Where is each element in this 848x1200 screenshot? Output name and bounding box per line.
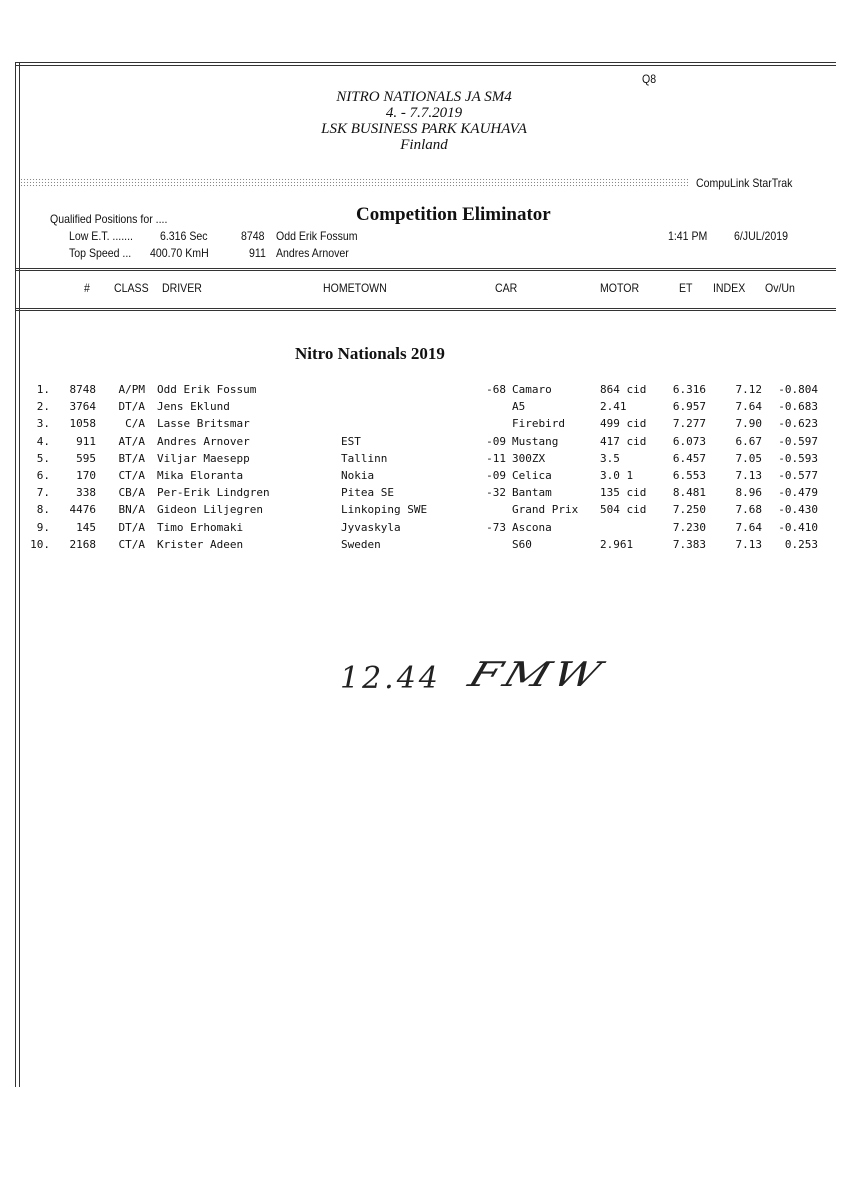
report-time: 1:41 PM xyxy=(668,229,708,243)
cell-index: 7.13 xyxy=(735,469,762,482)
handwritten-time: 12.44 xyxy=(340,661,441,696)
header-rule-top xyxy=(15,268,836,269)
cell-over-under: -0.593 xyxy=(778,451,818,465)
cell-et: 6.457 xyxy=(672,451,706,465)
cell-over-under: -0.577 xyxy=(778,469,818,482)
cell-et: 7.250 xyxy=(672,503,706,517)
cell-motor: 3.5 xyxy=(600,451,620,465)
left-border-inner xyxy=(19,62,20,1087)
cell-class: DT/A xyxy=(118,520,145,534)
cell-et: 7.277 xyxy=(672,417,706,431)
cell-over-under: 0.253 xyxy=(784,537,818,551)
cell-motor: 3.0 1 xyxy=(600,469,634,482)
cell-car-number: 4476 xyxy=(69,503,96,517)
cell-motor: 2.961 xyxy=(600,537,634,551)
cell-class: BT/A xyxy=(118,451,145,465)
cell-index: 7.90 xyxy=(735,417,762,431)
cell-class: CT/A xyxy=(118,537,145,551)
cell-car-model: Firebird xyxy=(512,417,565,431)
cell-car-model: Bantam xyxy=(512,486,552,500)
cell-car-year: -68 xyxy=(486,383,506,396)
cell-motor: 864 cid xyxy=(600,383,647,396)
cell-hometown: EST xyxy=(341,434,361,448)
event-country: Finland xyxy=(400,137,448,153)
cell-motor: 417 cid xyxy=(600,434,647,448)
cell-driver: Gideon Liljegren xyxy=(157,503,263,517)
section-title: Nitro Nationals 2019 xyxy=(295,344,445,363)
low-et-number: 8748 xyxy=(241,229,265,243)
cell-et: 6.073 xyxy=(672,434,706,448)
col-driver: DRIVER xyxy=(162,281,202,295)
table-row xyxy=(0,382,848,399)
header-rule-bottom xyxy=(15,308,836,309)
cell-hometown: Jyvaskyla xyxy=(341,520,401,534)
table-row xyxy=(0,537,848,554)
cell-car-year: -09 xyxy=(486,434,506,448)
top-border xyxy=(15,62,836,63)
cell-driver: Timo Erhomaki xyxy=(157,520,244,534)
table-row xyxy=(0,416,848,433)
table-row xyxy=(0,451,848,468)
cell-index: 7.13 xyxy=(735,537,762,551)
cell-motor: 135 cid xyxy=(600,486,647,500)
cell-hometown: Linkoping SWE xyxy=(341,503,428,517)
cell-driver: Lasse Britsmar xyxy=(157,417,250,431)
low-et-value: 6.316 Sec xyxy=(160,229,208,243)
cell-rank: 7. xyxy=(36,486,50,500)
cell-car-model: Mustang xyxy=(512,434,559,448)
cell-car-year: -11 xyxy=(486,451,506,465)
cell-class: C/A xyxy=(125,417,145,431)
left-border xyxy=(15,62,16,1087)
cell-car-model: Grand Prix xyxy=(512,503,579,517)
col-num: # xyxy=(84,281,90,295)
cell-car-year: -09 xyxy=(486,469,506,482)
cell-car-number: 2168 xyxy=(69,537,96,551)
qualified-label: Qualified Positions for .... xyxy=(50,212,168,226)
low-et-driver: Odd Erik Fossum xyxy=(276,229,358,243)
cell-motor: 499 cid xyxy=(600,417,647,431)
cell-class: A/PM xyxy=(118,383,145,396)
cell-rank: 8. xyxy=(36,503,50,517)
cell-car-number: 145 xyxy=(76,520,96,534)
cell-driver: Odd Erik Fossum xyxy=(157,383,257,396)
cell-rank: 1. xyxy=(36,383,50,396)
cell-car-number: 8748 xyxy=(69,383,96,396)
top-border-inner xyxy=(15,65,836,66)
event-dates: 4. - 7.7.2019 xyxy=(385,105,463,121)
cell-car-model: A5 xyxy=(512,400,526,414)
cell-car-number: 595 xyxy=(76,451,96,465)
table-row xyxy=(0,485,848,502)
cell-index: 7.68 xyxy=(735,503,762,517)
cell-car-model: S60 xyxy=(512,537,532,551)
header-rule-top-2 xyxy=(15,270,836,271)
cell-over-under: -0.410 xyxy=(778,520,818,534)
cell-rank: 6. xyxy=(36,469,50,482)
cell-over-under: -0.623 xyxy=(778,417,818,431)
cell-hometown: Tallinn xyxy=(341,451,388,465)
cell-et: 6.957 xyxy=(672,400,706,414)
table-row xyxy=(0,502,848,519)
cell-et: 6.553 xyxy=(672,469,706,482)
top-speed-driver: Andres Arnover xyxy=(276,246,349,260)
cell-rank: 4. xyxy=(36,434,50,448)
cell-car-number: 170 xyxy=(76,469,96,482)
cell-index: 6.67 xyxy=(735,434,762,448)
cell-car-number: 3764 xyxy=(69,400,96,414)
cell-car-model: Celica xyxy=(512,469,552,482)
cell-class: BN/A xyxy=(118,503,145,517)
cell-car-number: 338 xyxy=(76,486,96,500)
low-et-label: Low E.T. ....... xyxy=(69,229,133,243)
cell-et: 7.383 xyxy=(672,537,706,551)
top-speed-number: 911 xyxy=(249,246,266,260)
cell-over-under: -0.479 xyxy=(778,486,818,500)
col-hometown: HOMETOWN xyxy=(323,281,387,295)
cell-driver: Viljar Maesepp xyxy=(157,451,250,465)
col-index: INDEX xyxy=(713,281,746,295)
cell-et: 7.230 xyxy=(672,520,706,534)
cell-index: 7.12 xyxy=(735,383,762,396)
cell-driver: Mika Eloranta xyxy=(157,469,244,482)
event-title: NITRO NATIONALS JA SM4 xyxy=(336,89,512,105)
cell-rank: 3. xyxy=(36,417,50,431)
cell-class: CB/A xyxy=(118,486,145,500)
cell-index: 8.96 xyxy=(735,486,762,500)
col-class: CLASS xyxy=(114,281,149,295)
cell-car-year: -73 xyxy=(486,520,506,534)
col-et: ET xyxy=(679,281,693,295)
top-speed-value: 400.70 KmH xyxy=(150,246,209,260)
cell-index: 7.64 xyxy=(735,400,762,414)
table-row xyxy=(0,468,848,485)
cell-car-number: 1058 xyxy=(69,417,96,431)
table-row xyxy=(0,434,848,451)
sheet-code: Q8 xyxy=(642,72,657,86)
cell-car-year: -32 xyxy=(486,486,506,500)
cell-et: 6.316 xyxy=(672,383,706,396)
cell-driver: Per-Erik Lindgren xyxy=(157,486,270,500)
cell-rank: 10. xyxy=(30,537,50,551)
col-ovun: Ov/Un xyxy=(765,281,795,295)
cell-class: AT/A xyxy=(118,434,145,448)
cell-over-under: -0.804 xyxy=(778,383,818,396)
handwritten-initials: FMW xyxy=(463,655,610,695)
report-date: 6/JUL/2019 xyxy=(734,229,789,243)
cell-hometown: Pitea SE xyxy=(341,486,394,500)
cell-hometown: Nokia xyxy=(341,469,375,482)
cell-rank: 2. xyxy=(36,400,50,414)
cell-car-model: Ascona xyxy=(512,520,552,534)
cell-over-under: -0.683 xyxy=(778,400,818,414)
col-car: CAR xyxy=(495,281,518,295)
table-row xyxy=(0,399,848,416)
cell-hometown: Sweden xyxy=(341,537,381,551)
cell-et: 8.481 xyxy=(672,486,706,500)
cell-car-model: 300ZX xyxy=(512,451,546,465)
category-title: Competition Eliminator xyxy=(356,204,551,225)
cell-rank: 5. xyxy=(36,451,50,465)
cell-car-model: Camaro xyxy=(512,383,552,396)
cell-motor: 504 cid xyxy=(600,503,647,517)
table-row xyxy=(0,520,848,537)
cell-rank: 9. xyxy=(36,520,50,534)
cell-driver: Andres Arnover xyxy=(157,434,250,448)
cell-class: CT/A xyxy=(118,469,145,482)
header-rule-bottom-2 xyxy=(15,310,836,311)
cell-motor: 2.41 xyxy=(600,400,627,414)
software-label: CompuLink StarTrak xyxy=(696,176,793,190)
cell-class: DT/A xyxy=(118,400,145,414)
top-speed-label: Top Speed ... xyxy=(69,246,132,260)
col-motor: MOTOR xyxy=(600,281,640,295)
cell-driver: Jens Eklund xyxy=(157,400,230,414)
cell-over-under: -0.430 xyxy=(778,503,818,517)
dotted-band xyxy=(20,178,688,187)
cell-driver: Krister Adeen xyxy=(157,537,244,551)
cell-car-number: 911 xyxy=(76,434,96,448)
cell-index: 7.05 xyxy=(735,451,762,465)
cell-index: 7.64 xyxy=(735,520,762,534)
event-venue: LSK BUSINESS PARK KAUHAVA xyxy=(321,121,527,137)
cell-over-under: -0.597 xyxy=(778,434,818,448)
